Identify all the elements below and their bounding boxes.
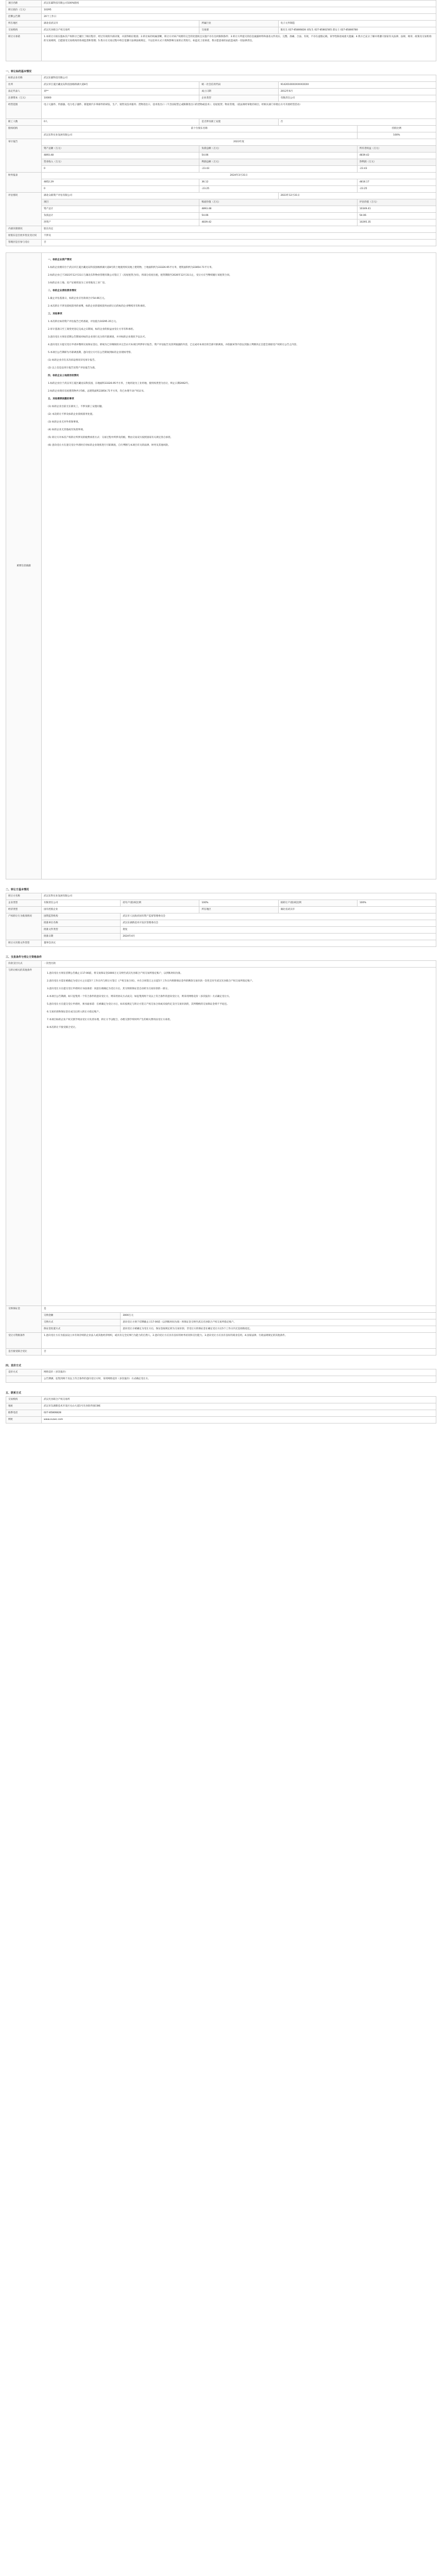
approval-label: 内部决策情况 bbox=[6, 226, 42, 233]
contact-address-label: 地址 bbox=[6, 1403, 42, 1410]
report2-r0: 0 bbox=[42, 186, 199, 193]
audit-year: 2023年度 bbox=[42, 139, 436, 146]
disclosure-body bbox=[42, 253, 436, 879]
disclosure-paragraph: (1) 标的企业存在未决诉讼情况详见审计报告。 bbox=[48, 359, 97, 362]
report2-r2: -23.25 bbox=[357, 186, 436, 193]
eval-row: 10295.35 bbox=[357, 219, 436, 226]
shareholder-ratio: 100% bbox=[357, 132, 436, 139]
joint-label: 是否接受联合受让 bbox=[6, 1349, 42, 1355]
eval-h0: 项目 bbox=[42, 199, 199, 206]
shareholders-header-ratio: 持股比例 bbox=[357, 126, 436, 132]
disclosure-paragraph: 五、其他需要披露的事项 bbox=[48, 398, 74, 400]
contact-website-label: 网址 bbox=[6, 1417, 42, 1423]
deposit-label: 交纳保证金 bbox=[6, 1306, 42, 1333]
transferor-approval-label: 产权转让行为批准情况 bbox=[6, 913, 42, 940]
legal-rep: 刘** bbox=[42, 89, 199, 95]
disclosure-paragraph: (2) 以上信息以审计报告及资产评估报告为准。 bbox=[48, 367, 97, 369]
shareholders-label: 股权结构 bbox=[6, 126, 42, 139]
audit-r1: 54.06 bbox=[199, 152, 357, 159]
deposit-yes: 是 bbox=[42, 1306, 436, 1313]
bidding-method: 网络竞价（多次报价） bbox=[42, 1369, 436, 1376]
buyer-label: 受让方资格条件 bbox=[6, 1333, 42, 1349]
eval-row: 负债总计 bbox=[42, 213, 199, 219]
disclosure-paragraph: (4) 标的企业无其他或有负债事项。 bbox=[48, 429, 86, 431]
project-name-label: 项目名称 bbox=[6, 1, 42, 7]
listing-period: 20个工作日 bbox=[42, 14, 436, 21]
approval-org: 武汉市人民政府国有资产监督管理委员会 bbox=[121, 913, 436, 920]
audit2-r2: -23.43 bbox=[357, 166, 436, 173]
conditions-section-title: 三、交易条件与受让方资格条件 bbox=[6, 956, 42, 959]
audit2-r0: 0 bbox=[42, 166, 199, 173]
project-name: 武汉东霖科技有限公司100%股权 bbox=[42, 1, 436, 7]
trade-condition: 3.意向受让方在提交受让申请时应书面承诺：同意在被确定为受让方后，其交纳的保证金自动转为交易价款的一部分。 bbox=[47, 988, 170, 990]
transferor-type-label: 企业类型 bbox=[6, 900, 42, 907]
approval-date: 2024年4月 bbox=[121, 934, 436, 940]
contact-section-title: 五、联系方式 bbox=[6, 1392, 22, 1395]
eval-row: 4839.42 bbox=[199, 219, 357, 226]
transferor-type: 有限责任公司 bbox=[42, 900, 121, 907]
staff-label: 职工人数 bbox=[6, 119, 42, 126]
transferor-promise: 1.本转让方拟实施本次产权转让已履行了相应程序，经过有效的内部决策，并获得相应批准；2.转让标的权属清晰，转让方对该产权拥有完全的处置权且实施不存在任何限制条件；3.转让方所提交的信息披露材料和备查文件真实、完整、准确、合法、有效，不存在虚假记载、误导性陈述或重大遗漏；4.我方已充分了解并将遵守国家有关法律、法规、规章、政策及交易机构的交易规则，自愿接受交易机构的各项监督和管理；5.我方在交易过程中将自觉遵守法律法规规定，不以任何方式干扰和影响交易的正常进行。如违反上述承诺，我方愿意承担由此造成的一切法律责任。 bbox=[42, 34, 436, 61]
contact-website[interactable]: www.ovaec.com bbox=[42, 1417, 436, 1423]
bidding-section-title: 四、竞价方式 bbox=[6, 1364, 22, 1367]
eval-row: 54.06 bbox=[357, 213, 436, 219]
basic-info-table bbox=[6, 0, 436, 61]
approval-org-label: 国资监管机构 bbox=[42, 913, 121, 920]
transferor-transfer-stake-label: 拟转让产(股)权比例 bbox=[278, 900, 357, 907]
org-label: 交易机构 bbox=[6, 27, 42, 34]
eval-row: 4893.48 bbox=[199, 206, 357, 213]
staff-note-value: 否 bbox=[278, 119, 436, 126]
location-label: 所在地区 bbox=[6, 21, 42, 27]
preemption-label: 原股东是否放弃优先受让权 bbox=[6, 233, 42, 240]
transferor-stake-label: 持有产(股)权比例 bbox=[121, 900, 199, 907]
contact-phone: 027-85806828 bbox=[42, 1410, 436, 1417]
deposit-amount-label: 交纳金额 bbox=[42, 1313, 121, 1319]
company-type: 有限责任公司 bbox=[278, 95, 436, 102]
address: 武汉市江夏区藏龙岛科技园杨桥湖大道8号 bbox=[42, 82, 199, 89]
shareholder-name: 武汉东科实业发展有限公司 bbox=[42, 132, 358, 139]
promise-label: 转让方承诺 bbox=[6, 34, 42, 61]
contact-org: 武汉光谷联合产权交易所 bbox=[42, 1397, 436, 1403]
contact-org-label: 交易机构 bbox=[6, 1397, 42, 1403]
deposit-amount: 3000万元 bbox=[121, 1313, 436, 1319]
disclosure-paragraph: 4.意向受让方提交受让申请并缴纳交易保证金后，即视为已详细阅读并完全认可本项目所涉审计报告、资产评估报告及其所披露的内容，已完成对本项目的全部尽职调查，并依据该等内容以其独立判断决定自愿全部接受产权转让公告之内容。 bbox=[48, 344, 299, 346]
disclosure-paragraph: 3.意向受让方须在挂牌公告期间对标的企业进行充分的尽职调查，并对标的企业现状予以认可。 bbox=[48, 336, 147, 338]
approval-file-label: 批准文件类型 bbox=[42, 927, 121, 934]
contact-address: 武汉市东湖新技术开发区关山大道1号光谷软件园C6栋 bbox=[42, 1403, 436, 1410]
trade-condition: 4.本项目公告期满，如只征集到一个符合条件的意向受让方，则采用协议方式成交；如征集到两个及以上符合条件的意向受让方，则采用网络竞价（多次报价）方式确定受让方。 bbox=[47, 995, 232, 998]
trade-conditions bbox=[42, 968, 436, 1306]
contact-dept: 交易部 bbox=[199, 27, 278, 34]
disclosure-spacer bbox=[48, 451, 430, 874]
approval: 股东决定 bbox=[42, 226, 436, 233]
payment: 一次性付款 bbox=[42, 961, 436, 968]
location: 湖北省武汉市 bbox=[42, 21, 199, 27]
approval-unit: 武汉东湖新技术开发区管理委员会 bbox=[121, 920, 436, 927]
listing-price-label: 转让底价（万元） bbox=[6, 7, 42, 14]
target-section-title: 一、转让标的基本情况 bbox=[6, 70, 32, 73]
disclosure-paragraph: 3.标的企业土地、房产证载用途为工业用地及工业厂房。 bbox=[48, 282, 107, 284]
contact-table bbox=[6, 1396, 436, 1423]
contact: 陈先生 027-85806828 刘先生 027-85802565 邱女士 027-85806780 bbox=[278, 27, 436, 34]
conditions-spacer bbox=[47, 1033, 431, 1301]
legal-rep-label: 法定代表人 bbox=[6, 89, 42, 95]
scope: 电子元器件、传感器、电力电子器件、新能源汽车零部件的研发、生产、销售及技术服务；货物进出口、技术进出口（不含国家禁止或限制进出口的货物或技术）；房屋租赁；物业管理。（依法须经审批的项目，经相关部门审批后方可开展经营活动） bbox=[42, 102, 436, 119]
transferor-region-label: 所在地区 bbox=[199, 907, 278, 913]
eval-org: 湖北众联资产评估有限公司 bbox=[42, 193, 279, 199]
report-label: 财务报表 bbox=[6, 173, 42, 193]
approval-unit-label: 批准单位名称 bbox=[42, 920, 121, 927]
transferor-name-label: 转让方名称 bbox=[6, 893, 42, 900]
conditions-table bbox=[6, 960, 436, 1355]
trade-condition: 2.意向受让方需在被确定为受让方之日起5个工作日内与转让方签订《产权交易合同》，并在合同签订之日起5个工作日内将除保证金外的剩余交易价款一次性支付至武汉光谷联合产权交易所指定账户。 bbox=[47, 980, 254, 982]
mgmt-label: 管理层是否参与受让 bbox=[6, 240, 42, 246]
contact-phone-label: 联系电话 bbox=[6, 1410, 42, 1417]
scope-label: 经营范围 bbox=[6, 102, 42, 119]
trade-condition: 1.意向受让方须在挂牌公告截止日17:00前，将交易保证金3000万元交纳至武汉光谷联合产权交易所指定账户，以到账时间为准。 bbox=[47, 972, 183, 975]
deposit-rule: 意向受让方被确定为受让方后，保证金按规定转为交易价款；非受让方的保证金在确定受让方后5个工作日内无息原路退还。 bbox=[121, 1326, 436, 1333]
deposit-method: 意向受让方须于挂牌截止日17:00前（以到账时间为准）将保证金交纳至武汉光谷联合产权交易所指定账户。 bbox=[121, 1319, 436, 1326]
reg-capital: 10000 bbox=[42, 95, 199, 102]
established-label: 成立日期 bbox=[199, 89, 278, 95]
report-date: 2024年3月31日 bbox=[42, 173, 436, 179]
transferor-econ-label: 经济类型 bbox=[6, 907, 42, 913]
buyer: 1.意向受让方应为依法设立并有效存续的企业法人或其他经济组织，或具有完全民事行为能力的自然人。2.意向受让方应具有良好的财务状况和支付能力。3.意向受让方应具有良好的商业信用。4.国家法律、行政法规规定的其他条件。 bbox=[42, 1333, 436, 1349]
eval-row: 资产总计 bbox=[42, 206, 199, 213]
company: 武汉东霖科技有限公司 bbox=[42, 75, 436, 82]
transferor-section-title: 二、转让方基本情况 bbox=[6, 888, 29, 891]
trade-condition: 7.本项目标的企业产权交割手续由受让方负责办理，转让方予以配合，办理交割手续时所产生的相关费用由受让方承担。 bbox=[47, 1019, 173, 1021]
trade-condition: 5.意向受让方在提交受让申请时，须书面承诺：在被确定为受让方后，如未按规定与转让方签订产权交易合同或未按约定支付交易价款的，其所缴纳的交易保证金将不予退还。 bbox=[47, 1003, 229, 1006]
transferor-transfer-stake: 100% bbox=[357, 900, 436, 907]
deposit-rule-label: 保证金处置方式 bbox=[42, 1326, 121, 1333]
industry: 电子元件制造 bbox=[278, 21, 436, 27]
trade-conditions-label: 与转让相关的其他条件 bbox=[6, 968, 42, 1306]
company-label: 标的企业名称 bbox=[6, 75, 42, 82]
transferor-region: 湖北省武汉市 bbox=[278, 907, 436, 913]
disclosure-paragraph: 1.本次转让标的资产评估报告已经备案，评估值为10295.35万元。 bbox=[48, 320, 118, 323]
staff-note: 是否涉及职工安置 bbox=[199, 119, 278, 126]
transferor-stake: 100% bbox=[199, 900, 278, 907]
shareholders-header-name: 前十位股东名称 bbox=[42, 126, 358, 132]
target-table bbox=[6, 75, 436, 246]
trade-condition: 8.本次转让不接受联合受让。 bbox=[47, 1026, 78, 1029]
disclosure-paragraph: 1.标的企业位于武汉市江夏区藏龙岛科技园，宗地面积33326.95平方米，土地用途为工业用地，使用权类型为出让，终止日期2062年。 bbox=[48, 382, 191, 385]
disclosure-paragraph: (3) 标的企业无对外担保事项。 bbox=[48, 421, 81, 423]
audit2-h0: 营业收入（万元） bbox=[42, 159, 199, 166]
eval-label: 评估情况 bbox=[6, 193, 42, 226]
eval-row: 54.06 bbox=[199, 213, 357, 219]
approval-file: 批复 bbox=[121, 927, 436, 934]
disclosure-paragraph: 2.标的企业现有房屋建筑物共计5栋，总建筑面积22854.71平方米，均已办理不动产权证书。 bbox=[48, 390, 146, 393]
disclosure-paragraph: 1.标的企业拥有位于武汉市江夏区藏龙岛科技园杨桥湖大道8号的土地使用权及地上建筑物，土地面积约为33326.95平方米，建筑面积约为22854.71平方米。 bbox=[48, 266, 214, 269]
disclosure-paragraph: 1.截止评估基准日，标的企业应付款项合计54.06万元。 bbox=[48, 297, 107, 300]
disclosure-title: 一、标的企业资产情况 bbox=[48, 259, 72, 261]
preemption: 不涉及 bbox=[42, 233, 436, 240]
transferor-table bbox=[6, 893, 436, 947]
report-r1: 36.12 bbox=[199, 179, 357, 186]
eval-h2: 评估价值（万元） bbox=[357, 199, 436, 206]
bidding-note-label bbox=[6, 1376, 42, 1383]
eval-base-date: 2023年12月31日 bbox=[278, 193, 436, 199]
credit-code: 91420100XXXXXXXXXX bbox=[278, 82, 436, 89]
transferor-name: 武汉东科实业发展有限公司 bbox=[42, 893, 436, 900]
bidding-table bbox=[6, 1369, 436, 1383]
report-r2: 4816.17 bbox=[357, 179, 436, 186]
decision: 董事会决议 bbox=[42, 940, 436, 947]
listing-price: 10295 bbox=[42, 7, 436, 14]
listing-period-label: 挂牌公告期 bbox=[6, 14, 42, 21]
disclosure-paragraph: 2.本次转让不涉及债权债务的承继，标的企业的债权债务由转让后的标的企业继续享有和承担。 bbox=[48, 305, 147, 308]
company-type-label: 企业类型 bbox=[199, 95, 278, 102]
disclosure-paragraph: 二、标的企业债权债务情况 bbox=[48, 290, 77, 292]
eval-row: 净资产 bbox=[42, 219, 199, 226]
audit-h0: 资产总额（万元） bbox=[42, 146, 199, 152]
disclosure-paragraph: (6) 意向受让方在递交受让申请时应对标的企业现状进行尽职调查，自行判断与本项目有关的法律、财务及其他风险。 bbox=[48, 444, 171, 447]
address-label: 住所 bbox=[6, 82, 42, 89]
eval-row: 10349.41 bbox=[357, 206, 436, 213]
reg-capital-label: 注册资本（万元） bbox=[6, 95, 42, 102]
audit2-h1: 利润总额（万元） bbox=[199, 159, 357, 166]
joint: 否 bbox=[42, 1349, 436, 1355]
audit-label: 审计报告 bbox=[6, 139, 42, 173]
audit-h2: 所有者权益（万元） bbox=[357, 146, 436, 152]
deposit-method-label: 交纳方式 bbox=[42, 1319, 121, 1326]
org: 武汉光谷联合产权交易所 bbox=[42, 27, 199, 34]
credit-code-label: 统一社会信用代码 bbox=[199, 82, 278, 89]
industry-label: 所属行业 bbox=[199, 21, 278, 27]
disclosure-paragraph: 2.审计基准日至工商变更登记完成之日期间，标的企业的损益由受让方享有和承担。 bbox=[48, 328, 135, 331]
disclosure-table bbox=[6, 252, 436, 879]
trade-condition: 6.交易价款和保证金在成交后转入转让方指定账户。 bbox=[47, 1011, 101, 1013]
disclosure-paragraph: 三、其他事项 bbox=[48, 313, 62, 315]
eval-h1: 账面价值（万元） bbox=[199, 199, 357, 206]
disclosure-paragraph: 四、标的企业土地使用权情况 bbox=[48, 375, 79, 377]
disclosure-paragraph: (1) 标的企业目前无在职员工，不涉及职工安置问题。 bbox=[48, 405, 105, 408]
audit-r2: 4839.42 bbox=[357, 152, 436, 159]
mgmt: 否 bbox=[42, 240, 436, 246]
report2-r1: -23.25 bbox=[199, 186, 357, 193]
disclosure-label: 重要信息披露 bbox=[6, 253, 42, 879]
audit2-r1: -23.43 bbox=[199, 166, 357, 173]
disclosure-paragraph: (5) 转让方对本次产权转让所涉及的税费承担方式：交易过程中所涉及的税、费由交易双方按照国家有关规定各自承担。 bbox=[48, 436, 173, 439]
approval-date-label: 批准日期 bbox=[42, 934, 121, 940]
report-r0: 4852.29 bbox=[42, 179, 199, 186]
transferor-econ: 国有控股企业 bbox=[42, 907, 199, 913]
decision-label: 转让方决策文件类型 bbox=[6, 940, 42, 947]
audit2-h2: 净利润（万元） bbox=[357, 159, 436, 166]
disclosure-paragraph: (2) 本次转让不涉及标的企业债权债务处置。 bbox=[48, 413, 95, 416]
bidding-note: 公告期满，征集到两个及以上符合条件的意向受让方时，采用网络竞价（多次报价）方式确定受让方。 bbox=[42, 1376, 436, 1383]
payment-label: 价款支付方式 bbox=[6, 961, 42, 968]
disclosure-paragraph: 2.标的企业已于2023年12月31日与湖北东科物业管理有限公司签订了《房屋租赁合同》，将部分房屋出租，租赁期限至2026年12月31日止，受让方应当继续履行该租赁合同。 bbox=[48, 274, 232, 277]
audit-h1: 负债总额（万元） bbox=[199, 146, 357, 152]
audit-r0: 4893.48 bbox=[42, 152, 199, 159]
staff: 0人 bbox=[42, 119, 199, 126]
bidding-method-label: 竞价方式 bbox=[6, 1369, 42, 1376]
established: 2012年6月 bbox=[278, 89, 436, 95]
disclosure-paragraph: 5.本项目公告期即为尽职调查期，意向受让方可在公告期间到标的企业现场考察。 bbox=[48, 351, 133, 354]
